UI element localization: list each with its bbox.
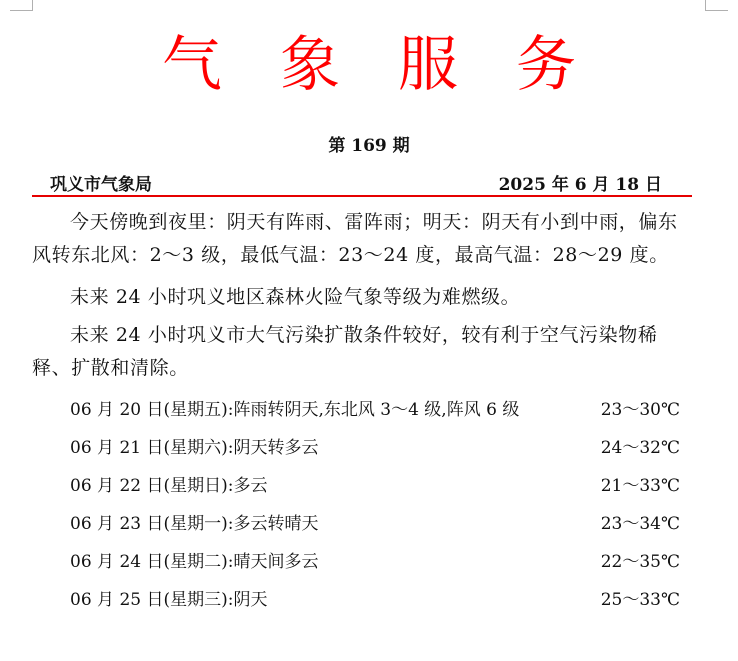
forecast-day-text: 06 月 21 日(星期六):阴天转多云	[70, 438, 319, 458]
forecast-temperature: 24～32℃	[600, 438, 680, 458]
header-divider	[32, 195, 692, 197]
forecast-row	[70, 509, 690, 547]
forecast-row	[70, 547, 690, 585]
forecast-row	[70, 585, 690, 623]
forecast-day-text: 06 月 24 日(星期二):晴天间多云	[70, 552, 319, 572]
document-title: 气象服务	[162, 30, 634, 100]
issue-date: 2025 年 6 月 18 日	[498, 175, 662, 195]
forecast-temperature: 23～30℃	[600, 400, 680, 420]
forecast-row	[70, 433, 690, 471]
forecast-temperature: 22～35℃	[600, 552, 680, 572]
forecast-day-text: 06 月 22 日(星期日):多云	[70, 476, 268, 496]
issue-number: 第 169 期	[328, 136, 410, 156]
page-corner-mark	[10, 0, 33, 11]
forecast-row	[70, 395, 690, 433]
forecast-list	[70, 395, 690, 623]
forecast-day-text: 06 月 20 日(星期五):阵雨转阴天,东北风 3～4 级,阵风 6 级	[70, 400, 520, 420]
issuing-organization: 巩义市气象局	[50, 175, 152, 195]
forecast-temperature: 21～33℃	[600, 476, 680, 496]
page-corner-mark	[705, 0, 728, 11]
fire-risk-paragraph: 未来 24 小时巩义地区森林火险气象等级为难燃级。	[70, 286, 521, 308]
air-pollution-paragraph: 未来 24 小时巩义市大气污染扩散条件较好，较有利于空气污染物稀释、扩散和清除。	[32, 324, 658, 379]
forecast-temperature: 23～34℃	[600, 514, 680, 534]
forecast-temperature: 25～33℃	[600, 590, 680, 610]
forecast-day-text: 06 月 25 日(星期三):阴天	[70, 590, 268, 610]
forecast-row	[70, 471, 690, 509]
weather-summary-paragraph: 今天傍晚到夜里：阴天有阵雨、雷阵雨；明天：阴天有小到中雨，偏东风转东北风：2～3 级，最低气温：23～24 度，最高气温：28～29 度。	[32, 211, 678, 266]
forecast-day-text: 06 月 23 日(星期一):多云转晴天	[70, 514, 319, 534]
